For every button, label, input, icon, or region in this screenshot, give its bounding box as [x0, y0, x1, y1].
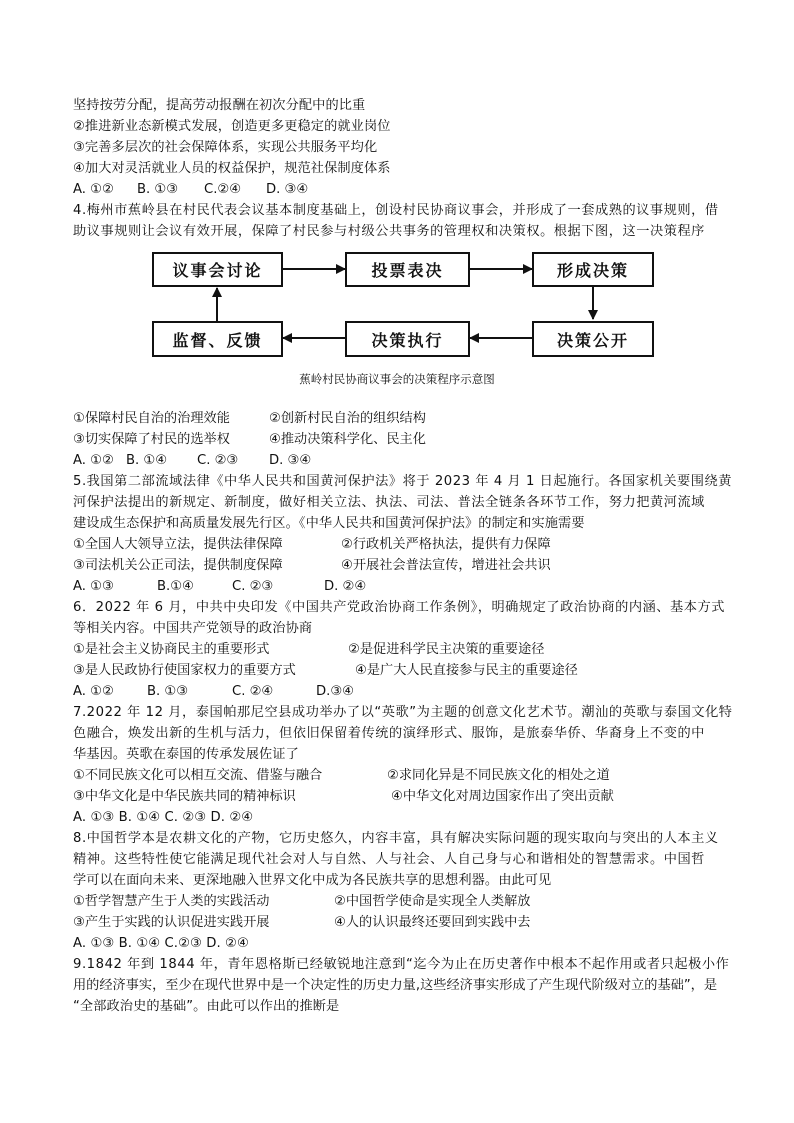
diagram-caption: 蕉岭村民协商议事会的决策程序示意图	[299, 372, 495, 386]
q5-option-2: ②行政机关严格执法，提供有力保障	[341, 537, 551, 552]
q3-answer-d: D. ③④	[266, 182, 309, 197]
q8-option-1: ①哲学智慧产生于人类的实践活动	[73, 894, 270, 909]
q6-stem-line-2: 等相关内容。中国共产党领导的政治协商	[73, 621, 313, 636]
flow-box-discussion: 议事会讨论	[152, 252, 283, 287]
q6-option-4: ④是广大人民直接参与民主的重要途径	[355, 663, 578, 678]
q7-option-3: ③中华文化是中华民族共同的精神标识	[73, 789, 296, 804]
q4-stem-line-2: 助议事规则让会议有效开展，保障了村民参与村级公共事务的管理权和决策权。根据下图，这一决策程序	[73, 224, 705, 239]
q8-answers: A. ①③ B. ①④ C.②③ D. ②④	[73, 936, 249, 951]
q5-answer-b: B.①④	[157, 579, 194, 594]
q5-answer-c: C. ②③	[232, 579, 274, 594]
q5-option-3: ③司法机关公正司法，提供制度保障	[73, 558, 283, 573]
q4-answer-d: D. ③④	[269, 453, 312, 468]
intro-line-3: ③完善多层次的社会保障体系，实现公共服务平均化	[73, 140, 378, 155]
q6-option-3: ③是人民政协行使国家权力的重要方式	[73, 663, 296, 678]
q9-stem-line-1: 9.1842 年到 1844 年，青年恩格斯已经敏锐地注意到“迄今为止在历史著作中根本不起作用或者只起极小作	[73, 957, 730, 972]
flow-box-execute: 决策执行	[345, 321, 470, 357]
q7-stem-line-1: 7.2022 年 12 月，泰国帕那尼空县成功举办了以“英歌”为主题的创意文化艺术节。潮汕的英歌与泰国文化特	[73, 705, 733, 720]
flow-box-vote: 投票表决	[345, 252, 470, 287]
q3-answer-a: A. ①②	[73, 182, 114, 197]
q4-answer-c: C. ②③	[197, 453, 239, 468]
q7-stem-line-2: 色融合，焕发出新的生机与活力，但依旧保留着传统的演绎形式、服饰，是旅泰华侨、华裔身上不变的中	[73, 726, 705, 741]
q8-option-3: ③产生于实践的认识促进实践开展	[73, 915, 270, 930]
q9-stem-line-3: “全部政治史的基础”。由此可以作出的推断是	[73, 999, 340, 1014]
flow-box-publicize: 决策公开	[532, 321, 654, 357]
q6-answer-c: C. ②④	[232, 684, 274, 699]
q4-answer-a: A. ①②	[73, 453, 114, 468]
intro-line-2: ②推进新业态新模式发展，创造更多更稳定的就业岗位	[73, 119, 391, 134]
intro-line-4: ④加大对灵活就业人员的权益保护，规范社保制度体系	[73, 161, 391, 176]
q9-stem-line-2: 用的经济事实，至少在现代世界中是一个决定性的历史力量,这些经济事实形成了产生现代阶级对立的基础”，是	[73, 978, 718, 993]
q6-option-2: ②是促进科学民主决策的重要途径	[348, 642, 545, 657]
q4-option-2: ②创新村民自治的组织结构	[269, 411, 426, 426]
q7-stem-line-3: 华基因。英歌在泰国的传承发展佐证了	[73, 747, 299, 762]
q8-stem-line-3: 学可以在面向未来、更深地融入世界文化中成为各民族共享的思想利器。由此可见	[73, 873, 552, 888]
q7-option-2: ②求同化异是不同民族文化的相处之道	[387, 768, 610, 783]
q7-option-4: ④中华文化对周边国家作出了突出贡献	[391, 789, 614, 804]
q5-stem-line-1: 5.我国第二部流域法律《中华人民共和国黄河保护法》将于 2023 年 4 月 1 日起施行。各国家机关要围绕黄	[73, 474, 733, 489]
q6-answer-d: D.③④	[316, 684, 354, 699]
q3-answer-b: B. ①③	[137, 182, 179, 197]
q7-answers: A. ①③ B. ①④ C. ②③ D. ②④	[73, 810, 254, 825]
flow-box-form-decision: 形成决策	[532, 252, 654, 287]
q8-stem-line-1: 8.中国哲学本是农耕文化的产物，它历史悠久，内容丰富，具有解决实际问题的现实取向与突出的人本主义	[73, 831, 719, 846]
q4-answer-b: B. ①④	[126, 453, 168, 468]
q4-stem-line-1: 4.梅州市蕉岭县在村民代表会议基本制度基础上，创设村民协商议事会，并形成了一套成熟的议事规则，借	[73, 203, 719, 218]
q4-option-1: ①保障村民自治的治理效能	[73, 411, 230, 426]
flow-box-supervise: 监督、反馈	[152, 321, 283, 357]
q6-option-1: ①是社会主义协商民主的重要形式	[73, 642, 270, 657]
q6-answer-b: B. ①③	[147, 684, 189, 699]
q5-option-1: ①全国人大领导立法，提供法律保障	[73, 537, 283, 552]
q6-stem-line-1: 6．2022 年 6 月，中共中央印发《中国共产党政治协商工作条例》，明确规定了政治协商的内涵、基本方式	[73, 600, 725, 615]
q3-answer-c: C.②④	[204, 182, 242, 197]
intro-line-1: 坚持按劳分配，提高劳动报酬在初次分配中的比重	[73, 98, 366, 113]
q8-stem-line-2: 精神。这些特性使它能满足现代社会对人与自然、人与社会、人自己身与心和谐相处的智慧需求。中国哲	[73, 852, 705, 867]
q5-option-4: ④开展社会普法宣传，增进社会共识	[341, 558, 551, 573]
q5-answer-a: A. ①③	[73, 579, 114, 594]
q8-option-4: ④人的认识最终还要回到实践中去	[334, 915, 531, 930]
q5-stem-line-2: 河保护法提出的新规定、新制度，做好相关立法、执法、司法、普法全链条各环节工作，努力把黄河流域	[73, 495, 705, 510]
q7-option-1: ①不同民族文化可以相互交流、借鉴与融合	[73, 768, 323, 783]
q5-stem-line-3: 建设成生态保护和高质量发展先行区。《中华人民共和国黄河保护法》的制定和实施需要	[73, 516, 585, 531]
q4-option-4: ④推动决策科学化、民主化	[269, 432, 426, 447]
q4-option-3: ③切实保障了村民的选举权	[73, 432, 230, 447]
q5-answer-d: D. ②④	[324, 579, 367, 594]
q6-answer-a: A. ①②	[73, 684, 114, 699]
q8-option-2: ②中国哲学使命是实现全人类解放	[334, 894, 531, 909]
